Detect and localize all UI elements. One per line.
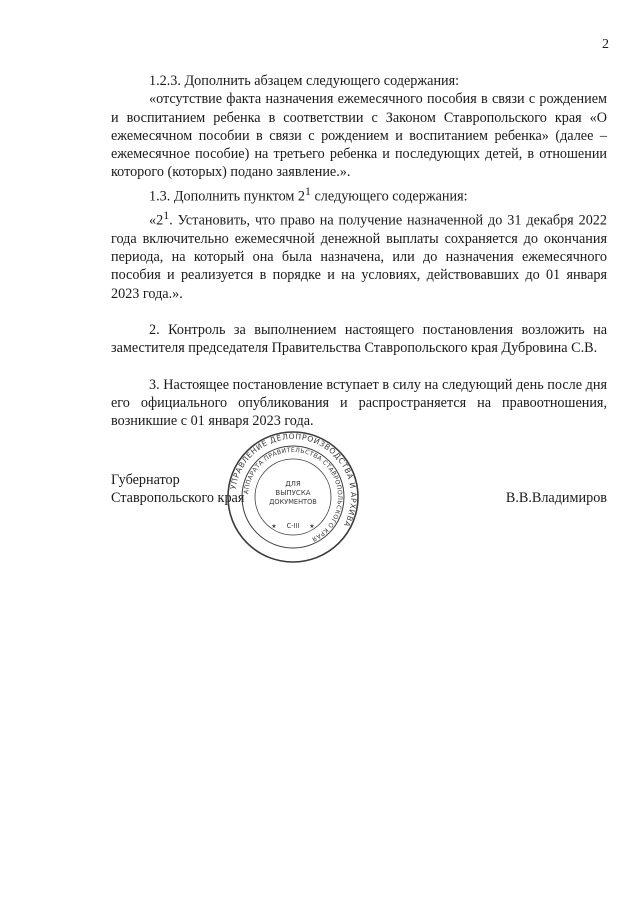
stamp-inner-ring-text: АППАРАТА ПРАВИТЕЛЬСТВА СТАВРОПОЛЬСКОГО КРАЯ	[243, 446, 344, 543]
section-1-3-heading-superscript: 1	[305, 183, 311, 198]
stamp-center-line-3: ДОКУМЕНТОВ	[269, 498, 317, 506]
section-1-3-text	[111, 206, 607, 303]
svg-text:★: ★	[309, 523, 315, 530]
stamp-code: С-III	[286, 522, 300, 530]
signatory-title-line-1: Губернатор	[111, 472, 180, 488]
section-1-3-text-superscript: 1	[163, 207, 170, 222]
section-1-3-heading-after: следующего содержания:	[310, 188, 468, 205]
section-1-3-heading-before: 1.3. Дополнить пунктом 2	[149, 188, 306, 205]
stamp-outer-ring-text: УПРАВЛЕНИЕ ДЕЛОПРОИЗВОДСТВА И АРХИВА	[228, 431, 359, 529]
paragraph-2: 2. Контроль за выполнением настоящего постановления возложить на заместителя председателя Правительства Ставропольского края Дубровина С.В.	[111, 322, 607, 357]
section-1-3-heading	[111, 182, 607, 206]
signatory-title	[111, 471, 244, 508]
signatory-title-line-2: Ставропольского края	[111, 490, 245, 507]
official-stamp	[226, 430, 360, 564]
paragraph-3: 3. Настоящее постановление вступает в силу на следующий день после дня его официального опубликования и распространяется на правоотношения, возникшие с 01 января 2023 года.	[111, 376, 607, 430]
section-1-2-3-heading: 1.2.3. Дополнить абзацем следующего содержания:	[149, 73, 460, 89]
stamp-center-line-1: ДЛЯ	[285, 480, 301, 488]
signatory-name: В.В.Владимиров	[505, 490, 607, 506]
section-1-3-text-prefix: «2	[149, 212, 164, 229]
stamp-seal-icon	[226, 430, 360, 564]
document-body	[111, 72, 607, 431]
svg-text:★: ★	[271, 523, 277, 530]
section-1-3-text-body: . Установить, что право на получение назначенной до 31 декабря 2022 года включительно ежемесячной денежной выплаты сохраняется до окончания периода, на который она была назначена, или до назначения ежемесячного пособия и реализуется в порядке и на условиях, действовавших до 01 января 2023 года.».	[111, 212, 607, 302]
page-number: 2	[602, 37, 609, 52]
stamp-center-line-2: ВЫПУСКА	[275, 489, 311, 497]
section-1-2-3-text: «отсутствие факта назначения ежемесячного пособия в связи с рождением и воспитанием ребенка в соответствии с Законом Ставропольского края «О ежемесячном пособии в связи с рождением и воспитанием ребенка» (далее – ежемесячное пособие) на третьего ребенка и последующих детей, в отношении которого (которых) подано заявление.».	[111, 91, 607, 181]
